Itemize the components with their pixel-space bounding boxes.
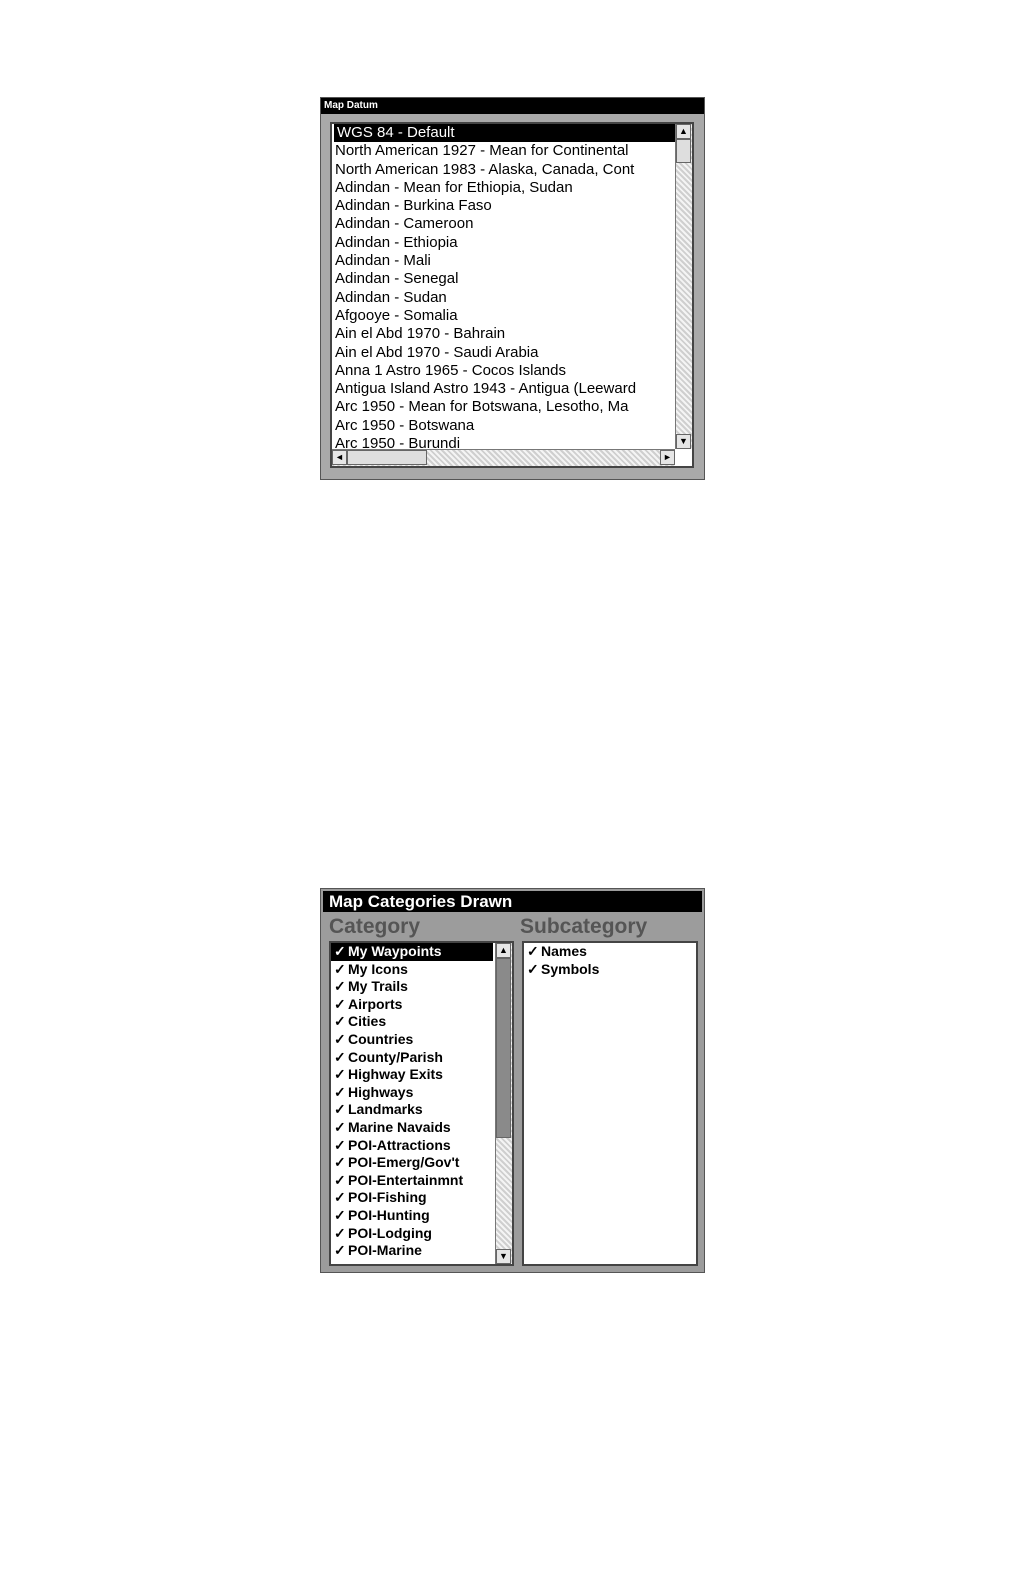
category-item-label: My Icons bbox=[348, 960, 408, 977]
category-item[interactable] bbox=[331, 943, 493, 961]
map-datum-item[interactable]: Adindan - Mean for Ethiopia, Sudan bbox=[335, 178, 573, 196]
checkmark-icon: ✓ bbox=[334, 1083, 346, 1100]
checkmark-icon: ✓ bbox=[334, 1101, 346, 1118]
category-item-label: POI-Entertainmnt bbox=[348, 1171, 464, 1188]
map-datum-item[interactable]: Antigua Island Astro 1943 - Antigua (Leeward bbox=[335, 380, 637, 398]
category-item-label: Cities bbox=[348, 1013, 387, 1030]
category-item-label: POI-Marine bbox=[348, 1242, 422, 1259]
map-datum-dialog bbox=[320, 97, 705, 480]
checkmark-icon: ✓ bbox=[334, 1013, 346, 1030]
map-datum-item[interactable]: Adindan - Mali bbox=[335, 252, 431, 270]
category-item[interactable] bbox=[331, 996, 495, 1014]
category-item[interactable] bbox=[331, 1225, 495, 1243]
category-scrollbar[interactable] bbox=[495, 943, 512, 1264]
checkmark-icon: ✓ bbox=[334, 1224, 346, 1241]
scroll-right-arrow-icon[interactable]: ► bbox=[660, 450, 675, 465]
map-datum-item[interactable]: Adindan - Ethiopia bbox=[335, 233, 458, 251]
map-datum-item[interactable]: North American 1927 - Mean for Continental bbox=[335, 142, 629, 160]
map-datum-item[interactable]: Afgooye - Somalia bbox=[335, 306, 458, 324]
subcategory-header: Subcategory bbox=[520, 915, 648, 938]
map-datum-item[interactable]: Adindan - Burkina Faso bbox=[335, 197, 492, 215]
horizontal-scroll-thumb[interactable] bbox=[347, 450, 427, 465]
category-item-label: Highway Exits bbox=[348, 1066, 443, 1083]
checkmark-icon: ✓ bbox=[334, 978, 346, 995]
map-datum-rows bbox=[332, 124, 675, 449]
category-item[interactable] bbox=[331, 1242, 495, 1260]
category-rows bbox=[331, 943, 495, 1264]
category-item-label: Countries bbox=[348, 1030, 414, 1047]
category-item[interactable] bbox=[331, 978, 495, 996]
subcategory-item-label: Names bbox=[541, 943, 587, 959]
category-item-label: POI-Hunting bbox=[348, 1206, 430, 1223]
category-item-label: Landmarks bbox=[348, 1101, 423, 1118]
checkmark-icon: ✓ bbox=[334, 1242, 346, 1259]
map-datum-item[interactable]: Ain el Abd 1970 - Bahrain bbox=[335, 325, 506, 343]
subcategory-item[interactable] bbox=[524, 961, 696, 979]
scroll-down-arrow-icon[interactable]: ▼ bbox=[676, 434, 691, 449]
category-item[interactable] bbox=[331, 1049, 495, 1067]
map-datum-item[interactable]: Adindan - Senegal bbox=[335, 270, 459, 288]
category-item[interactable] bbox=[331, 1031, 495, 1049]
scroll-down-arrow-icon[interactable]: ▼ bbox=[496, 1249, 511, 1264]
category-item[interactable] bbox=[331, 1172, 495, 1190]
category-item[interactable] bbox=[331, 1066, 495, 1084]
map-datum-item[interactable]: Adindan - Sudan bbox=[335, 288, 447, 306]
category-item[interactable] bbox=[331, 1119, 495, 1137]
category-item-label: My Waypoints bbox=[348, 943, 442, 959]
category-item-label: Airports bbox=[348, 995, 403, 1012]
checkmark-icon: ✓ bbox=[334, 1154, 346, 1171]
subcategory-item[interactable] bbox=[524, 943, 696, 961]
vertical-scroll-thumb[interactable] bbox=[676, 139, 691, 163]
map-datum-title: Map Datum bbox=[321, 98, 704, 114]
category-item-label: My Trails bbox=[348, 978, 408, 995]
category-item[interactable] bbox=[331, 1154, 495, 1172]
checkmark-icon: ✓ bbox=[334, 1118, 346, 1135]
checkmark-icon: ✓ bbox=[334, 1048, 346, 1065]
category-scroll-thumb[interactable] bbox=[496, 958, 511, 1138]
scroll-up-arrow-icon[interactable]: ▲ bbox=[496, 943, 511, 958]
subcategory-list[interactable] bbox=[522, 941, 698, 1266]
map-datum-item[interactable]: Ain el Abd 1970 - Saudi Arabia bbox=[335, 343, 539, 361]
category-item-label: Marine Navaids bbox=[348, 1118, 451, 1135]
subcategory-item-label: Symbols bbox=[541, 960, 600, 977]
category-item-label: Highways bbox=[348, 1083, 414, 1100]
checkmark-icon: ✓ bbox=[527, 960, 539, 977]
checkmark-icon: ✓ bbox=[334, 1136, 346, 1153]
category-item[interactable] bbox=[331, 1137, 495, 1155]
category-item[interactable] bbox=[331, 961, 495, 979]
map-categories-title: Map Categories Drawn bbox=[323, 891, 702, 912]
map-datum-item[interactable]: Arc 1950 - Burundi bbox=[335, 435, 461, 449]
map-datum-item[interactable]: North American 1983 - Alaska, Canada, Cont bbox=[335, 160, 635, 178]
map-datum-item[interactable]: Arc 1950 - Mean for Botswana, Lesotho, Ma bbox=[335, 398, 629, 416]
map-categories-dialog bbox=[320, 888, 705, 1273]
checkmark-icon: ✓ bbox=[334, 943, 346, 959]
map-datum-item[interactable]: Adindan - Cameroon bbox=[335, 215, 474, 233]
category-item-label: County/Parish bbox=[348, 1048, 443, 1065]
category-item[interactable] bbox=[331, 1084, 495, 1102]
map-datum-list[interactable] bbox=[330, 122, 694, 468]
checkmark-icon: ✓ bbox=[334, 960, 346, 977]
map-datum-item[interactable]: WGS 84 - Default bbox=[334, 124, 675, 142]
checkmark-icon: ✓ bbox=[527, 943, 539, 959]
map-datum-item[interactable]: Arc 1950 - Botswana bbox=[335, 416, 475, 434]
scroll-up-arrow-icon[interactable]: ▲ bbox=[676, 124, 691, 139]
category-item[interactable] bbox=[331, 1013, 495, 1031]
map-datum-item[interactable]: Anna 1 Astro 1965 - Cocos Islands bbox=[335, 361, 566, 379]
checkmark-icon: ✓ bbox=[334, 1030, 346, 1047]
category-item-label: POI-Attractions bbox=[348, 1136, 451, 1153]
checkmark-icon: ✓ bbox=[334, 1171, 346, 1188]
scroll-left-arrow-icon[interactable]: ◄ bbox=[332, 450, 347, 465]
category-item[interactable] bbox=[331, 1189, 495, 1207]
checkmark-icon: ✓ bbox=[334, 1066, 346, 1083]
category-header: Category bbox=[329, 915, 421, 938]
category-list[interactable] bbox=[329, 941, 514, 1266]
category-item[interactable] bbox=[331, 1207, 495, 1225]
category-item-label: POI-Emerg/Gov't bbox=[348, 1154, 460, 1171]
horizontal-scrollbar[interactable] bbox=[332, 449, 675, 466]
vertical-scrollbar[interactable] bbox=[675, 124, 692, 449]
category-item-label: POI-Lodging bbox=[348, 1224, 432, 1241]
checkmark-icon: ✓ bbox=[334, 1206, 346, 1223]
category-item-label: POI-Fishing bbox=[348, 1189, 427, 1206]
category-item[interactable] bbox=[331, 1101, 495, 1119]
checkmark-icon: ✓ bbox=[334, 995, 346, 1012]
checkmark-icon: ✓ bbox=[334, 1189, 346, 1206]
